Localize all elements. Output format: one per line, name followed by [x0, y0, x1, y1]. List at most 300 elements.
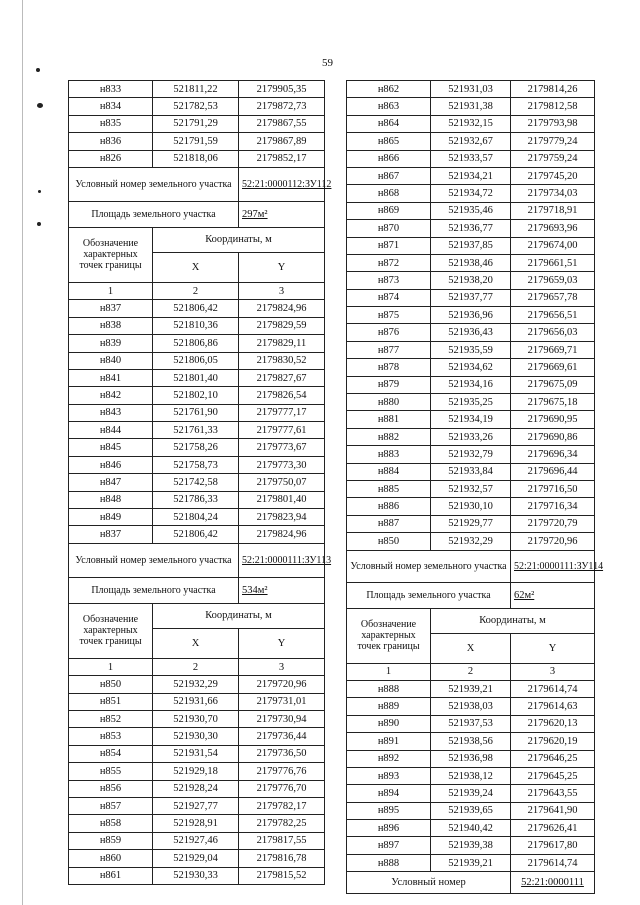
margin-dot [36, 68, 40, 72]
y-coord: 2179730,94 [239, 710, 325, 727]
point-id: н889 [347, 698, 431, 715]
table-row [347, 785, 595, 802]
x-header: X [153, 252, 239, 282]
x-coord: 521934,21 [431, 167, 511, 184]
point-id: н834 [69, 98, 153, 115]
x-coord: 521939,38 [431, 837, 511, 854]
point-id: н848 [69, 491, 153, 508]
x-coord: 521932,15 [431, 115, 511, 132]
y-coord: 2179720,96 [511, 533, 595, 550]
margin-dot [37, 222, 41, 226]
x-coord: 521791,29 [153, 115, 239, 132]
x-coord: 521939,21 [431, 680, 511, 697]
y-header: Y [239, 628, 325, 658]
point-id: н835 [69, 115, 153, 132]
table-row [69, 509, 325, 526]
cadastral-number-next: 52:21:0000111 [511, 872, 595, 894]
y-coord: 2179674,00 [511, 237, 595, 254]
y-coord: 2179826,54 [239, 387, 325, 404]
x-coord: 521818,06 [153, 150, 239, 167]
y-coord: 2179718,91 [511, 202, 595, 219]
cadastral-label-next: Условный номер [347, 872, 511, 894]
margin-dot [37, 103, 43, 108]
point-id: н870 [347, 220, 431, 237]
table-row [347, 133, 595, 150]
table-row [69, 352, 325, 369]
point-id: н868 [347, 185, 431, 202]
y-coord: 2179759,24 [511, 150, 595, 167]
table-row [347, 376, 595, 393]
point-id: н895 [347, 802, 431, 819]
area-label: Площадь земельного участка [69, 201, 239, 227]
point-id: н850 [69, 676, 153, 693]
x-coord: 521782,53 [153, 98, 239, 115]
x-coord: 521938,46 [431, 254, 511, 271]
y-coord: 2179736,44 [239, 728, 325, 745]
table-row [69, 335, 325, 352]
coordinates-table-right [346, 80, 604, 894]
point-id: н883 [347, 446, 431, 463]
point-id: н856 [69, 780, 153, 797]
table-row [347, 411, 595, 428]
table-row [347, 498, 595, 515]
point-id: н842 [69, 387, 153, 404]
table-row [347, 733, 595, 750]
x-coord: 521935,25 [431, 394, 511, 411]
y-coord: 2179669,61 [511, 359, 595, 376]
x-coord: 521786,33 [153, 491, 239, 508]
table-row [69, 404, 325, 421]
point-id: н844 [69, 422, 153, 439]
x-coord: 521761,33 [153, 422, 239, 439]
x-coord: 521931,38 [431, 98, 511, 115]
x-coord: 521934,19 [431, 411, 511, 428]
coordinates-table-left [68, 80, 332, 885]
left-column [68, 80, 332, 885]
y-coord: 2179773,30 [239, 456, 325, 473]
y-coord: 2179656,51 [511, 307, 595, 324]
table-row [347, 81, 595, 98]
y-header: Y [511, 633, 595, 663]
table-row [347, 237, 595, 254]
x-coord: 521929,77 [431, 515, 511, 532]
y-coord: 2179646,25 [511, 750, 595, 767]
point-id: н845 [69, 439, 153, 456]
area-value: 534м² [239, 577, 325, 603]
point-id: н855 [69, 763, 153, 780]
table-row [69, 150, 325, 167]
y-coord: 2179731,01 [239, 693, 325, 710]
x-coord: 521937,85 [431, 237, 511, 254]
x-coord: 521806,86 [153, 335, 239, 352]
point-id: н863 [347, 98, 431, 115]
col-num-1: 1 [347, 663, 431, 680]
x-coord: 521930,70 [153, 710, 239, 727]
x-coord: 521938,20 [431, 272, 511, 289]
cadastral-label: Условный номер земельного участка [69, 167, 239, 201]
point-id: н867 [347, 167, 431, 184]
col-num-2: 2 [431, 663, 511, 680]
y-coord: 2179626,41 [511, 820, 595, 837]
table-row [69, 98, 325, 115]
cadastral-number: 52:21:0000111:ЗУ114 [511, 550, 595, 582]
table-row [347, 359, 595, 376]
point-id: н866 [347, 150, 431, 167]
table-row [69, 676, 325, 693]
x-coord: 521936,98 [431, 750, 511, 767]
x-coord: 521928,91 [153, 815, 239, 832]
point-id: н836 [69, 133, 153, 150]
x-header: X [153, 628, 239, 658]
x-coord: 521811,22 [153, 81, 239, 98]
y-coord: 2179782,25 [239, 815, 325, 832]
point-id: н860 [69, 850, 153, 867]
table-row [69, 387, 325, 404]
table-row [347, 820, 595, 837]
table-row [69, 317, 325, 334]
y-coord: 2179867,55 [239, 115, 325, 132]
point-id: н833 [69, 81, 153, 98]
table-row [347, 115, 595, 132]
point-id: н858 [69, 815, 153, 832]
y-coord: 2179782,17 [239, 797, 325, 814]
margin-dot [38, 190, 41, 193]
y-coord: 2179814,26 [511, 81, 595, 98]
x-coord: 521761,90 [153, 404, 239, 421]
point-id: н853 [69, 728, 153, 745]
point-id: н851 [69, 693, 153, 710]
y-coord: 2179816,78 [239, 850, 325, 867]
y-coord: 2179643,55 [511, 785, 595, 802]
x-coord: 521929,18 [153, 763, 239, 780]
y-header: Y [239, 252, 325, 282]
y-coord: 2179824,96 [239, 526, 325, 543]
point-id: н887 [347, 515, 431, 532]
x-coord: 521927,77 [153, 797, 239, 814]
point-id: н875 [347, 307, 431, 324]
x-coord: 521742,58 [153, 474, 239, 491]
point-id: н846 [69, 456, 153, 473]
point-id: н862 [347, 81, 431, 98]
table-row [347, 767, 595, 784]
table-row [347, 98, 595, 115]
point-id: н838 [69, 317, 153, 334]
table-row [347, 202, 595, 219]
y-coord: 2179812,58 [511, 98, 595, 115]
point-id: н869 [347, 202, 431, 219]
y-coord: 2179617,80 [511, 837, 595, 854]
x-coord: 521932,29 [431, 533, 511, 550]
table-row [347, 394, 595, 411]
coords-header: Координаты, м [153, 603, 325, 628]
x-coord: 521932,57 [431, 480, 511, 497]
point-id: н881 [347, 411, 431, 428]
point-id: н886 [347, 498, 431, 515]
point-id: н872 [347, 254, 431, 271]
table-row [69, 710, 325, 727]
designation-header: Обозначение характерных точек границы [69, 227, 153, 282]
point-id: н891 [347, 733, 431, 750]
x-coord: 521934,16 [431, 376, 511, 393]
table-row [69, 456, 325, 473]
table-row [347, 289, 595, 306]
point-id: н877 [347, 341, 431, 358]
y-coord: 2179777,61 [239, 422, 325, 439]
x-coord: 521935,59 [431, 341, 511, 358]
col-num-2: 2 [153, 658, 239, 675]
x-coord: 521806,42 [153, 526, 239, 543]
table-row [347, 167, 595, 184]
point-id: н843 [69, 404, 153, 421]
table-row [69, 815, 325, 832]
x-header: X [431, 633, 511, 663]
point-id: н857 [69, 797, 153, 814]
col-num-3: 3 [239, 658, 325, 675]
point-id: н826 [69, 150, 153, 167]
y-coord: 2179693,96 [511, 220, 595, 237]
x-coord: 521937,77 [431, 289, 511, 306]
coords-header: Координаты, м [153, 227, 325, 252]
point-id: н839 [69, 335, 153, 352]
y-coord: 2179745,20 [511, 167, 595, 184]
cadastral-number: 52:21:0000112:ЗУ112 [239, 167, 325, 201]
x-coord: 521934,62 [431, 359, 511, 376]
y-coord: 2179823,94 [239, 509, 325, 526]
point-id: н874 [347, 289, 431, 306]
point-id: н878 [347, 359, 431, 376]
x-coord: 521932,67 [431, 133, 511, 150]
table-row [69, 300, 325, 317]
y-coord: 2179815,52 [239, 867, 325, 884]
point-id: н885 [347, 480, 431, 497]
point-id: н894 [347, 785, 431, 802]
y-coord: 2179773,67 [239, 439, 325, 456]
x-coord: 521934,72 [431, 185, 511, 202]
table-row [69, 474, 325, 491]
point-id: н892 [347, 750, 431, 767]
col-num-3: 3 [239, 282, 325, 299]
point-id: н888 [347, 680, 431, 697]
x-coord: 521930,30 [153, 728, 239, 745]
cadastral-label: Условный номер земельного участка [347, 550, 511, 582]
y-coord: 2179614,74 [511, 680, 595, 697]
y-coord: 2179720,96 [239, 676, 325, 693]
y-coord: 2179614,63 [511, 698, 595, 715]
y-coord: 2179776,70 [239, 780, 325, 797]
table-row [347, 185, 595, 202]
table-row [69, 491, 325, 508]
cadastral-number: 52:21:0000111:ЗУ113 [239, 543, 325, 577]
y-coord: 2179659,03 [511, 272, 595, 289]
table-row [347, 428, 595, 445]
point-id: н888 [347, 854, 431, 871]
y-coord: 2179645,25 [511, 767, 595, 784]
x-coord: 521938,12 [431, 767, 511, 784]
y-coord: 2179827,67 [239, 369, 325, 386]
designation-header: Обозначение характерных точек границы [69, 603, 153, 658]
y-coord: 2179852,17 [239, 150, 325, 167]
y-coord: 2179620,13 [511, 715, 595, 732]
y-coord: 2179801,40 [239, 491, 325, 508]
point-id: н876 [347, 324, 431, 341]
col-num-1: 1 [69, 282, 153, 299]
x-coord: 521938,56 [431, 733, 511, 750]
x-coord: 521939,24 [431, 785, 511, 802]
page-number: 59 [322, 57, 333, 69]
y-coord: 2179750,07 [239, 474, 325, 491]
x-coord: 521927,46 [153, 832, 239, 849]
y-coord: 2179716,50 [511, 480, 595, 497]
cadastral-label: Условный номер земельного участка [69, 543, 239, 577]
y-coord: 2179867,89 [239, 133, 325, 150]
y-coord: 2179696,34 [511, 446, 595, 463]
y-coord: 2179696,44 [511, 463, 595, 480]
y-coord: 2179614,74 [511, 854, 595, 871]
point-id: н893 [347, 767, 431, 784]
point-id: н890 [347, 715, 431, 732]
table-row [347, 272, 595, 289]
table-row [347, 750, 595, 767]
table-row [69, 745, 325, 762]
x-coord: 521940,42 [431, 820, 511, 837]
x-coord: 521758,26 [153, 439, 239, 456]
y-coord: 2179777,17 [239, 404, 325, 421]
table-row [69, 115, 325, 132]
table-row [69, 526, 325, 543]
x-coord: 521936,43 [431, 324, 511, 341]
x-coord: 521939,65 [431, 802, 511, 819]
y-coord: 2179675,18 [511, 394, 595, 411]
x-coord: 521802,10 [153, 387, 239, 404]
table-row [347, 480, 595, 497]
y-coord: 2179661,51 [511, 254, 595, 271]
point-id: н837 [69, 526, 153, 543]
x-coord: 521929,04 [153, 850, 239, 867]
area-value: 62м² [511, 582, 595, 608]
point-id: н873 [347, 272, 431, 289]
point-id: н871 [347, 237, 431, 254]
table-row [347, 802, 595, 819]
table-row [69, 763, 325, 780]
y-coord: 2179829,59 [239, 317, 325, 334]
y-coord: 2179736,50 [239, 745, 325, 762]
table-row [347, 837, 595, 854]
table-row [347, 446, 595, 463]
right-column [346, 80, 604, 894]
point-id: н854 [69, 745, 153, 762]
table-row [69, 867, 325, 884]
point-id: н897 [347, 837, 431, 854]
y-coord: 2179669,71 [511, 341, 595, 358]
x-coord: 521931,03 [431, 81, 511, 98]
table-row [69, 850, 325, 867]
col-num-3: 3 [511, 663, 595, 680]
table-row [69, 797, 325, 814]
table-row [69, 693, 325, 710]
table-row [69, 832, 325, 849]
x-coord: 521931,66 [153, 693, 239, 710]
y-coord: 2179675,09 [511, 376, 595, 393]
point-id: н880 [347, 394, 431, 411]
table-row [69, 728, 325, 745]
y-coord: 2179817,55 [239, 832, 325, 849]
y-coord: 2179905,35 [239, 81, 325, 98]
table-row [347, 220, 595, 237]
table-row [347, 307, 595, 324]
x-coord: 521936,96 [431, 307, 511, 324]
point-id: н865 [347, 133, 431, 150]
x-coord: 521930,33 [153, 867, 239, 884]
x-coord: 521933,57 [431, 150, 511, 167]
x-coord: 521932,29 [153, 676, 239, 693]
point-id: н861 [69, 867, 153, 884]
x-coord: 521806,42 [153, 300, 239, 317]
x-coord: 521937,53 [431, 715, 511, 732]
y-coord: 2179830,52 [239, 352, 325, 369]
y-coord: 2179641,90 [511, 802, 595, 819]
area-value: 297м² [239, 201, 325, 227]
coords-header: Координаты, м [431, 608, 595, 633]
col-num-1: 1 [69, 658, 153, 675]
table-row [69, 439, 325, 456]
x-coord: 521932,79 [431, 446, 511, 463]
x-coord: 521804,24 [153, 509, 239, 526]
y-coord: 2179734,03 [511, 185, 595, 202]
x-coord: 521936,77 [431, 220, 511, 237]
point-id: н879 [347, 376, 431, 393]
point-id: н840 [69, 352, 153, 369]
point-id: н896 [347, 820, 431, 837]
y-coord: 2179829,11 [239, 335, 325, 352]
x-coord: 521931,54 [153, 745, 239, 762]
x-coord: 521930,10 [431, 498, 511, 515]
table-row [347, 854, 595, 871]
table-row [347, 698, 595, 715]
x-coord: 521806,05 [153, 352, 239, 369]
x-coord: 521939,21 [431, 854, 511, 871]
x-coord: 521928,24 [153, 780, 239, 797]
y-coord: 2179657,78 [511, 289, 595, 306]
point-id: н847 [69, 474, 153, 491]
y-coord: 2179716,34 [511, 498, 595, 515]
table-row [347, 715, 595, 732]
y-coord: 2179776,76 [239, 763, 325, 780]
table-row [347, 533, 595, 550]
x-coord: 521801,40 [153, 369, 239, 386]
table-row [347, 254, 595, 271]
table-row [347, 341, 595, 358]
x-coord: 521933,84 [431, 463, 511, 480]
y-coord: 2179656,03 [511, 324, 595, 341]
y-coord: 2179620,19 [511, 733, 595, 750]
point-id: н852 [69, 710, 153, 727]
x-coord: 521933,26 [431, 428, 511, 445]
point-id: н882 [347, 428, 431, 445]
table-row [347, 324, 595, 341]
y-coord: 2179779,24 [511, 133, 595, 150]
designation-header: Обозначение характерных точек границы [347, 608, 431, 663]
area-label: Площадь земельного участка [347, 582, 511, 608]
y-coord: 2179720,79 [511, 515, 595, 532]
y-coord: 2179872,73 [239, 98, 325, 115]
table-row [69, 369, 325, 386]
table-row [347, 680, 595, 697]
point-id: н837 [69, 300, 153, 317]
table-row [69, 133, 325, 150]
table-row [347, 515, 595, 532]
x-coord: 521758,73 [153, 456, 239, 473]
table-row [69, 422, 325, 439]
